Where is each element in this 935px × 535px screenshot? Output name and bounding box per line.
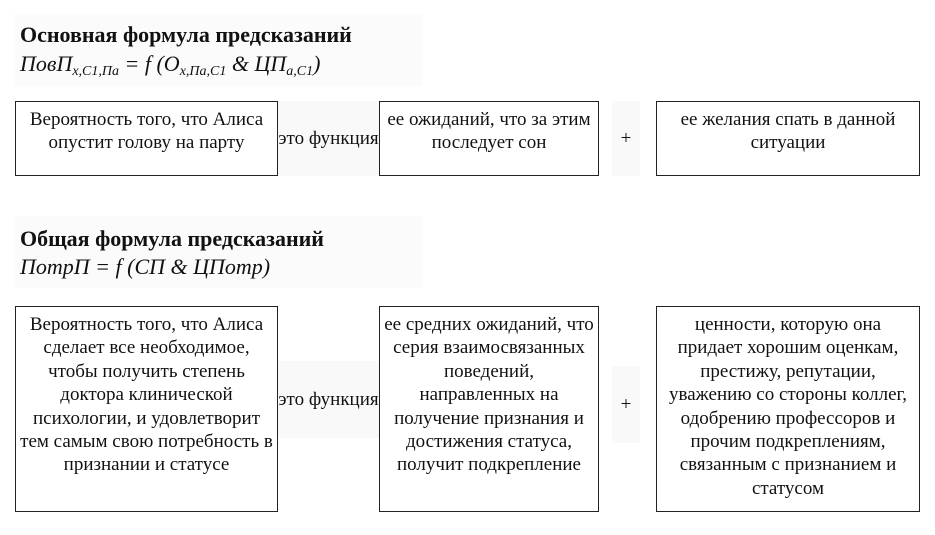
basic-reinforcement-value-box: ее желания спать в данной ситуации [656,101,920,176]
formula-equals: = f ( [119,51,164,76]
formula-lhs: ПовП [20,51,73,76]
formula-ampersand: & [226,51,255,76]
basic-plus-sign: + [612,101,640,176]
basic-expectation-box: ее ожиданий, что за этим последует сон [379,101,599,176]
general-expectation-box: ее средних ожиданий, что серия взаимосвязанных поведений, направленных на получение признания и достижения статуса, получит подкрепление [379,306,599,512]
formula-lhs-subscript: x,C1,Па [72,64,119,79]
general-plus-sign: + [612,366,640,443]
basic-formula-expression [20,51,320,85]
general-function-label: это функция [278,361,379,438]
formula-close-paren: ) [313,51,321,76]
basic-function-label: это функция [278,101,379,176]
basic-formula-title: Основная формула предсказаний [20,22,352,47]
formula-term-value: ЦП [254,51,287,76]
formula-term-expectation: О [163,51,180,76]
basic-probability-box: Вероятность того, что Алиса опустит голову на парту [15,101,278,176]
general-reinforcement-value-box: ценности, которую она придает хорошим оценкам, престижу, репутации, уважению со стороны коллег, одобрению профессоров и прочим подкреплениям, связанным с признанием и статусом [656,306,920,512]
basic-formula-header [14,14,422,86]
formula-term-value-subscript: а,С1 [286,64,314,79]
general-formula-title: Общая формула предсказаний [20,226,324,251]
general-formula-expression: ПотрП = f (СП & ЦПотр) [20,254,271,279]
general-formula-header [14,216,422,288]
general-probability-box: Вероятность того, что Алиса сделает все необходимое, чтобы получить степень доктора клинической психологии, и удовлетворит тем самым свою потребность в признании и статусе [15,306,278,512]
formula-term-expectation-subscript: x,Па,С1 [179,64,227,79]
